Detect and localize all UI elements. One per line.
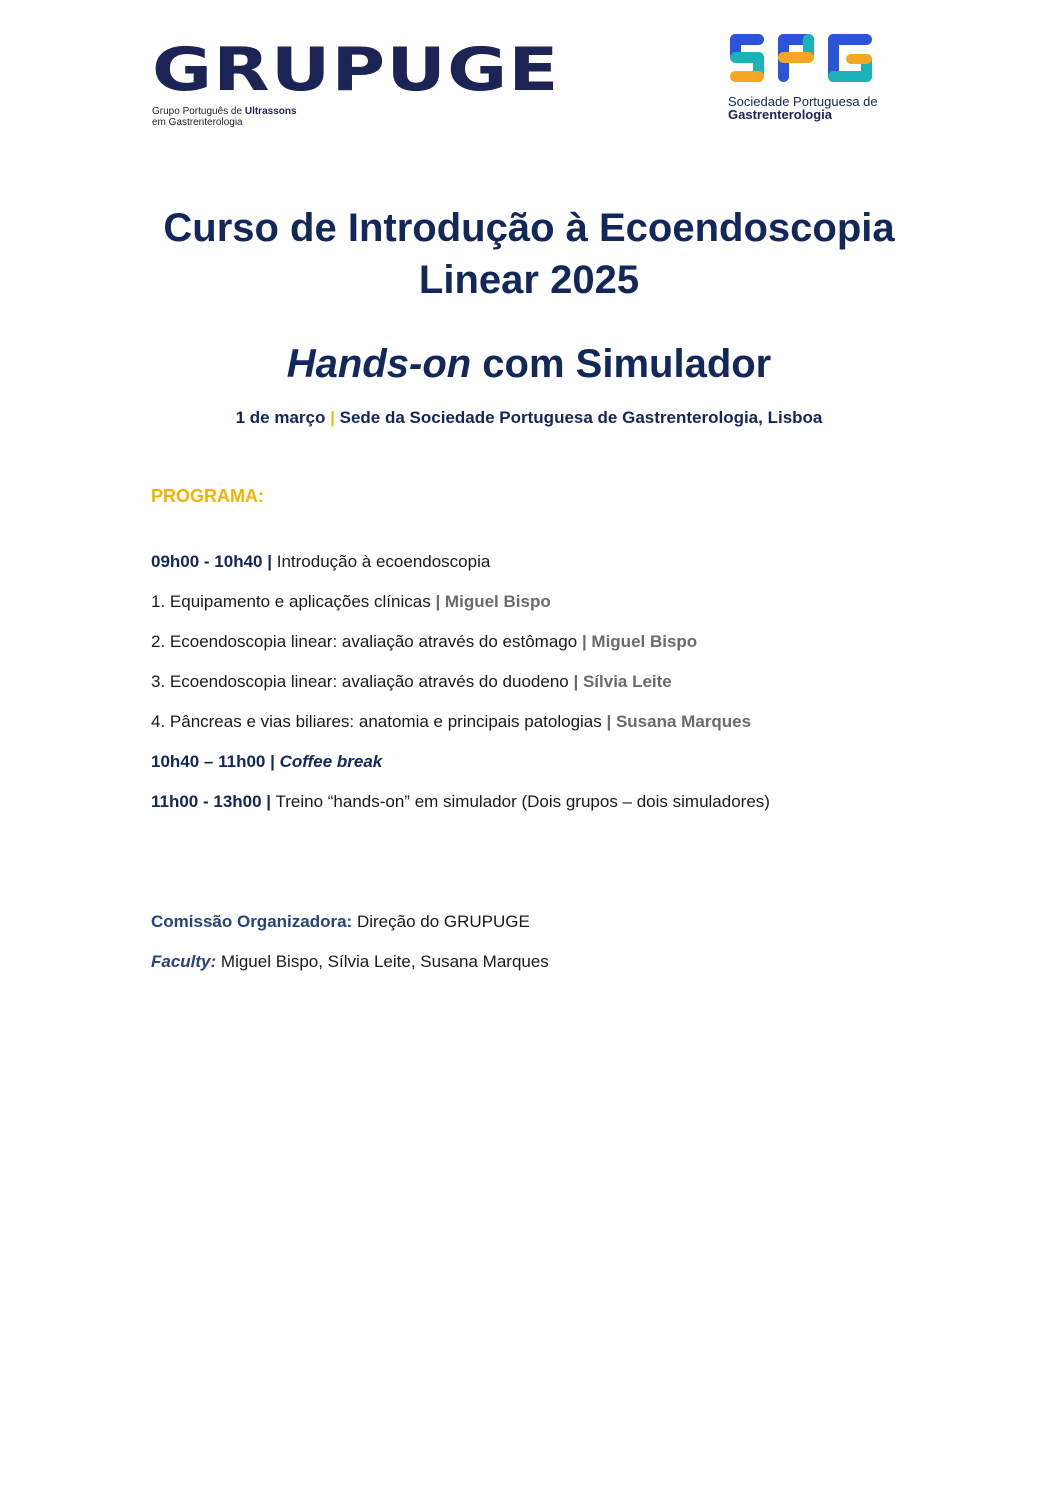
speaker: | Susana Marques	[606, 712, 752, 731]
agenda-break	[151, 750, 971, 790]
block-time: 11h00 - 13h00 |	[151, 792, 272, 811]
speaker: | Miguel Bispo	[581, 632, 698, 651]
grupuge-wordmark: GRUPUGE	[152, 35, 560, 105]
course-subtitle: Hands-on com Simulador	[286, 342, 772, 386]
agenda-block	[151, 790, 971, 830]
speaker: | Sílvia Leite	[573, 672, 672, 691]
talk-item: 2. Ecoendoscopia linear: avaliação através do estômago | Miguel Bispo	[151, 632, 698, 651]
organization	[151, 910, 549, 990]
spg-wordmark-graphic	[728, 32, 878, 86]
event-date: 1 de março	[235, 408, 326, 427]
block-title: Treino “hands-on” em simulador (Dois grupos – dois simuladores)	[271, 792, 770, 811]
spg-tagline: Sociedade Portuguesa de Gastrenterologia	[728, 94, 878, 122]
course-title: Curso de Introdução à Ecoendoscopia Linear 2025	[163, 206, 895, 302]
break-time: 10h40 – 11h00 |	[151, 752, 275, 771]
agenda-block	[151, 550, 971, 590]
program-heading: PROGRAMA:	[151, 486, 264, 506]
break-title: Coffee break	[274, 752, 383, 771]
grupuge-logo	[152, 35, 560, 128]
talk-item: 3. Ecoendoscopia linear: avaliação através do duodeno | Sílvia Leite	[151, 672, 672, 691]
event-venue: Sede da Sociedade Portuguesa de Gastrenterologia, Lisboa	[339, 408, 823, 427]
spg-logo	[728, 32, 898, 121]
agenda	[151, 550, 971, 830]
grupuge-tagline: Grupo Português de Ultrassons em Gastrenterologia	[152, 106, 297, 128]
block-title: Introdução à ecoendoscopia	[272, 552, 491, 571]
faculty-line: Faculty: Miguel Bispo, Sílvia Leite, Susana Marques	[151, 952, 549, 971]
separator: |	[330, 408, 335, 427]
talk-item: 1. Equipamento e aplicações clínicas | Miguel Bispo	[151, 592, 551, 611]
committee-line: Comissão Organizadora: Direção do GRUPUGE	[151, 912, 530, 931]
date-venue	[0, 408, 1058, 428]
talk-item: 4. Pâncreas e vias biliares: anatomia e principais patologias | Susana Marques	[151, 712, 752, 731]
speaker: | Miguel Bispo	[435, 592, 551, 611]
block-time: 09h00 - 10h40 |	[151, 552, 272, 571]
